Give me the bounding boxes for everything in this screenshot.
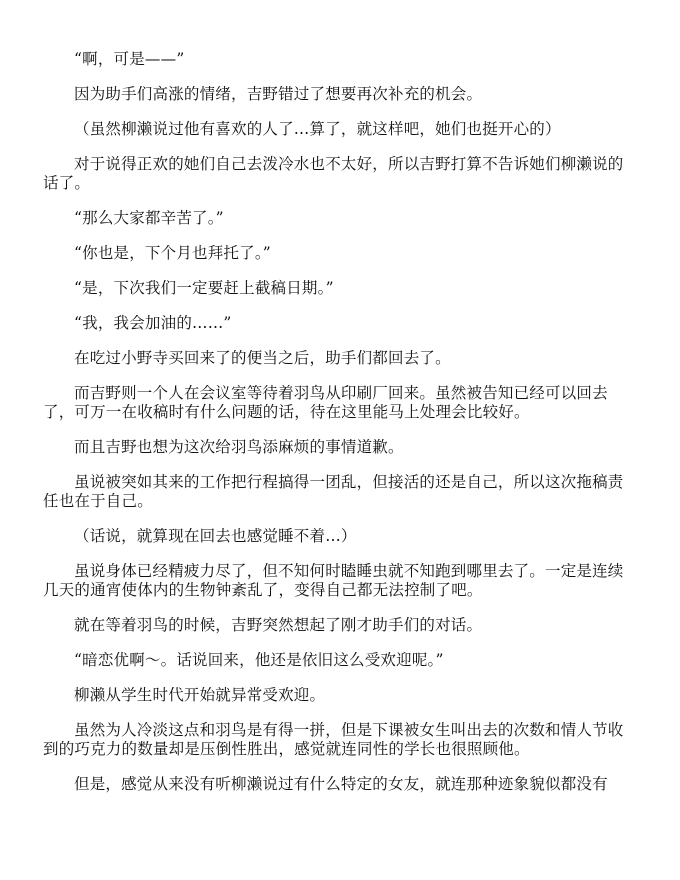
paragraph: 而吉野则一个人在会议室等待着羽鸟从印刷厂回来。虽然被告知已经可以回去了，可万一在收稿时有什么问题的话，待在这里能马上处理会比较好。 [43, 384, 608, 421]
paragraph: “那么大家都辛苦了。” [74, 209, 224, 227]
paragraph: 就在等着羽鸟的时候，吉野突然想起了刚才助手们的对话。 [74, 616, 483, 634]
paragraph: 对于说得正欢的她们自己去泼冷水也不太好，所以吉野打算不告诉她们柳濑说的话了。 [43, 155, 624, 192]
paragraph: “你也是，下个月也拜托了。” [74, 244, 271, 262]
paragraph: （话说，就算现在回去也感觉睡不着…） [74, 527, 357, 545]
paragraph: “我，我会加油的……” [74, 314, 232, 332]
paragraph: 但是，感觉从来没有听柳濑说过有什么特定的女友，就连那种迹象貌似都没有 [74, 775, 608, 793]
paragraph: 在吃过小野寺买回来了的便当之后，助手们都回去了。 [74, 349, 451, 367]
paragraph: 虽然为人冷淡这点和羽鸟是有得一拼，但是下课被女生叫出去的次数和情人节收到的巧克力的数量却是压倒性胜出，感觉就连同性的学长也很照顾他。 [43, 721, 624, 758]
paragraph: （虽然柳濑说过他有喜欢的人了…算了，就这样吧，她们也挺开心的） [74, 120, 561, 138]
paragraph: 柳濑从学生时代开始就异常受欢迎。 [74, 686, 326, 704]
document-page [43, 50, 638, 810]
paragraph: “啊，可是——” [74, 50, 185, 68]
paragraph: “暗恋优啊～。话说回来，他还是依旧这么受欢迎呢。” [74, 651, 444, 669]
paragraph: 虽说身体已经精疲力尽了，但不知何时瞌睡虫就不知跑到哪里去了。一定是连续几天的通宵使体内的生物钟紊乱了，变得自己都无法控制了吧。 [43, 562, 624, 599]
paragraph: 因为助手们高涨的情绪，吉野错过了想要再次补充的机会。 [74, 85, 483, 103]
paragraph: “是，下次我们一定要赶上截稿日期。” [74, 279, 334, 297]
paragraph: 虽说被突如其来的工作把行程搞得一团乱，但接活的还是自己，所以这次拖稿责任也在于自己。 [43, 473, 624, 510]
paragraph: 而且吉野也想为这次给羽鸟添麻烦的事情道歉。 [74, 438, 404, 456]
